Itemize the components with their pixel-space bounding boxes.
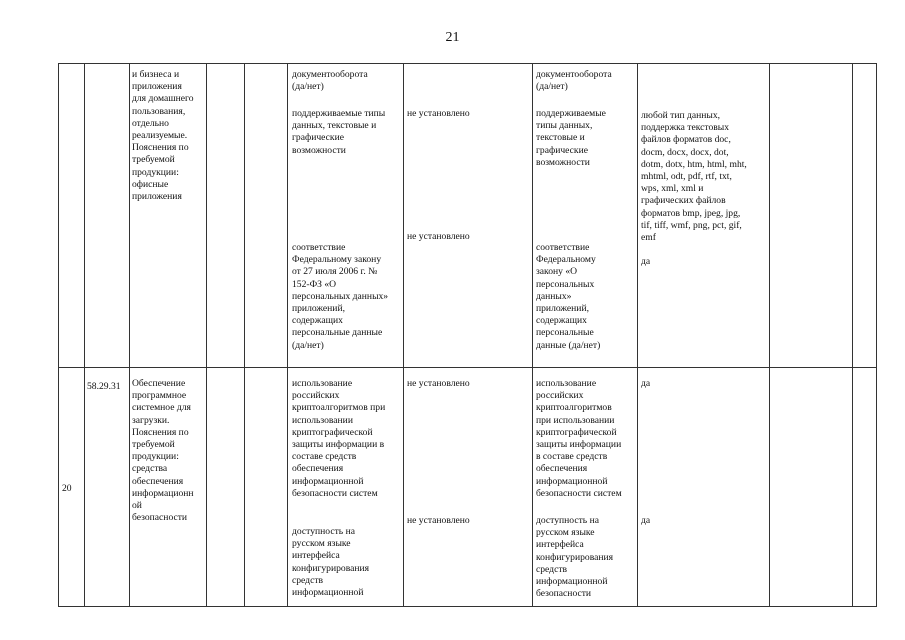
cell-text-line: информационной — [536, 475, 608, 487]
table-column-border — [129, 63, 130, 607]
cell-text-line: обеспечения — [292, 463, 344, 475]
cell-text-line: да — [641, 378, 651, 389]
cell-text-line: российских — [536, 390, 584, 402]
cell-text-line: продукции: — [132, 166, 179, 178]
table-column-border — [244, 63, 245, 607]
cell-text-line: Пояснения по — [132, 426, 189, 438]
cell-text-line: файлов форматов doc, — [641, 134, 731, 146]
cell-char2 — [536, 515, 613, 600]
cell-text-line: (да/нет) — [292, 339, 324, 351]
cell-text-line: данные (да/нет) — [536, 339, 601, 351]
cell-text-line: приложения — [132, 191, 182, 203]
cell-text-line: безопасности систем — [536, 487, 622, 499]
cell-text-line: типы данных, — [536, 120, 593, 132]
cell-text-line: Пояснения по — [132, 142, 189, 154]
table-column-border — [876, 63, 877, 607]
page-number: 21 — [445, 30, 460, 45]
cell-text-line: использование — [292, 378, 353, 389]
table-column-border — [637, 63, 638, 607]
cell-text-line: wps, xml, xml и — [641, 183, 704, 195]
cell-text-line: безопасности — [536, 588, 592, 600]
cell-text-line: docm, docx, docx, dot, — [641, 146, 729, 158]
cell-text-line: да — [641, 515, 651, 526]
cell-text-line: в составе средств — [536, 451, 608, 463]
cell-text-line: Федеральному — [536, 254, 596, 266]
table-column-border — [769, 63, 770, 607]
cell-text-line: поддержка текстовых — [641, 122, 730, 134]
cell-text-line: конфигурирования — [536, 551, 614, 563]
cell-text-line: содержащих — [536, 315, 587, 327]
cell-text-line: форматов bmp, jpeg, jpg, — [641, 207, 741, 219]
cell-text-line: составе средств — [292, 451, 357, 463]
cell-text-line: интерфейса — [292, 550, 340, 562]
cell-val — [407, 108, 470, 120]
cell-text-line: ой — [132, 500, 142, 512]
cell-text-line: персональные данные — [292, 327, 383, 339]
cell-val2 — [641, 256, 650, 268]
cell-text-line: для домашнего — [132, 93, 194, 105]
cell-text-line: соответствие — [536, 242, 590, 253]
cell-char — [292, 526, 369, 599]
table-column-border — [206, 63, 207, 607]
table-row-border — [58, 606, 877, 607]
cell-text-line: данных» — [536, 290, 572, 302]
cell-text-line: информационн — [132, 487, 194, 499]
cell-text-line: доступность на — [536, 515, 599, 526]
cell-text-line: российских — [292, 390, 340, 402]
table-column-border — [532, 63, 533, 607]
cell-char2 — [536, 69, 612, 93]
cell-char2 — [536, 242, 600, 352]
cell-char — [292, 378, 385, 500]
cell-text-line: не установлено — [407, 515, 470, 526]
cell-text-line: возможности — [536, 156, 590, 168]
cell-text-line: информационной — [292, 587, 364, 599]
cell-text-line: криптоалгоритмов — [536, 402, 612, 414]
cell-text-line: средства — [132, 463, 168, 475]
cell-text-line: использовании — [292, 414, 353, 426]
cell-text-line: безопасности — [132, 512, 188, 524]
cell-text-line: при использовании — [536, 414, 615, 426]
cell-text-line: графические — [292, 132, 344, 144]
table-column-border — [852, 63, 853, 607]
cell-text-line: обеспечения — [536, 463, 588, 475]
table-row-border — [58, 63, 877, 64]
cell-text-line: криптоалгоритмов при — [292, 402, 386, 414]
cell-text-line: доступность на — [292, 526, 355, 537]
cell-text-line: криптографической — [536, 426, 617, 438]
cell-text-line: текстовые и — [536, 132, 585, 144]
cell-text-line: документооборота — [536, 69, 612, 80]
table-column-border — [84, 63, 85, 607]
cell-char — [292, 242, 388, 352]
cell-text-line: требуемой — [132, 439, 175, 451]
table-row-border — [58, 367, 877, 368]
cell-text-line: интерфейса — [536, 539, 584, 551]
cell-text-line: криптографической — [292, 426, 373, 438]
cell-text-line: не установлено — [407, 108, 470, 119]
cell-text-line: использование — [536, 378, 597, 389]
cell-text-line: документооборота — [292, 69, 368, 80]
cell-text-line: поддерживаемые — [536, 108, 606, 119]
cell-text-line: любой тип данных, — [641, 110, 721, 121]
cell-text-line: загрузки. — [132, 414, 170, 426]
cell-val2 — [641, 515, 650, 527]
cell-text-line: (да/нет) — [536, 81, 568, 93]
cell-text-line: продукции: — [132, 451, 179, 463]
cell-val2 — [641, 378, 650, 390]
cell-text-line: приложений, — [536, 303, 589, 315]
row-number: 20 — [62, 482, 72, 494]
cell-text-line: программное — [132, 390, 187, 402]
cell-char2 — [536, 378, 622, 500]
cell-text-line: персональные — [536, 327, 594, 339]
cell-text-line: mhtml, odt, pdf, rtf, txt, — [641, 171, 732, 183]
cell-text-line: требуемой — [132, 154, 175, 166]
cell-text-line: системное для — [132, 402, 191, 414]
table-column-border — [287, 63, 288, 607]
cell-text-line: содержащих — [292, 315, 343, 327]
cell-val — [407, 515, 470, 527]
cell-val — [407, 231, 470, 243]
cell-text-line: информационной — [536, 576, 608, 588]
cell-text-line: офисные — [132, 178, 169, 190]
cell-char2 — [536, 108, 606, 169]
cell-text-line: отдельно — [132, 117, 169, 129]
cell-text-line: данных, текстовые и — [292, 120, 377, 132]
cell-text-line: безопасности систем — [292, 487, 378, 499]
cell-val — [407, 378, 470, 390]
cell-text-line: средств — [292, 574, 324, 586]
cell-text-line: соответствие — [292, 242, 346, 253]
okpd2-code: 58.29.31 — [87, 381, 121, 392]
cell-text-line: обеспечения — [132, 475, 184, 487]
table-column-border — [403, 63, 404, 607]
cell-text-line: закону «О — [536, 266, 578, 278]
cell-name — [132, 69, 194, 203]
table-column-border — [58, 63, 59, 607]
cell-text-line: не установлено — [407, 231, 470, 242]
cell-text-line: защиты информации в — [292, 439, 385, 451]
cell-text-line: персональных данных» — [292, 290, 389, 302]
cell-text-line: пользования, — [132, 105, 186, 117]
cell-text-line: русском языке — [292, 538, 351, 550]
cell-text-line: русском языке — [536, 527, 595, 539]
cell-text-line: Обеспечение — [132, 378, 186, 389]
cell-text-line: от 27 июля 2006 г. № — [292, 266, 378, 278]
cell-text-line: и бизнеса и — [132, 69, 180, 80]
cell-text-line: возможности — [292, 144, 346, 156]
cell-text-line: информационной — [292, 475, 364, 487]
cell-text-line: (да/нет) — [292, 81, 324, 93]
cell-text-line: tif, tiff, wmf, png, pct, gif, — [641, 219, 742, 231]
cell-text-line: реализуемые. — [132, 130, 188, 142]
cell-text-line: не установлено — [407, 378, 470, 389]
cell-text-line: приложений, — [292, 303, 345, 315]
cell-text-line: dotm, dotx, htm, html, mht, — [641, 158, 747, 170]
cell-char — [292, 69, 368, 93]
cell-text-line: 152-ФЗ «О — [292, 278, 337, 290]
cell-text-line: персональных — [536, 278, 595, 290]
cell-name — [132, 378, 194, 524]
cell-text-line: приложения — [132, 81, 182, 93]
cell-text-line: графических файлов — [641, 195, 726, 207]
cell-text-line: поддерживаемые типы — [292, 108, 386, 119]
cell-text-line: Федеральному закону — [292, 254, 382, 266]
cell-text-line: emf — [641, 232, 656, 244]
cell-text-line: средств — [536, 563, 568, 575]
cell-char — [292, 108, 385, 157]
cell-text-line: конфигурирования — [292, 562, 370, 574]
cell-text-line: да — [641, 256, 651, 267]
cell-val2 — [641, 110, 747, 244]
cell-text-line: защиты информации — [536, 439, 622, 451]
cell-text-line: графические — [536, 144, 588, 156]
